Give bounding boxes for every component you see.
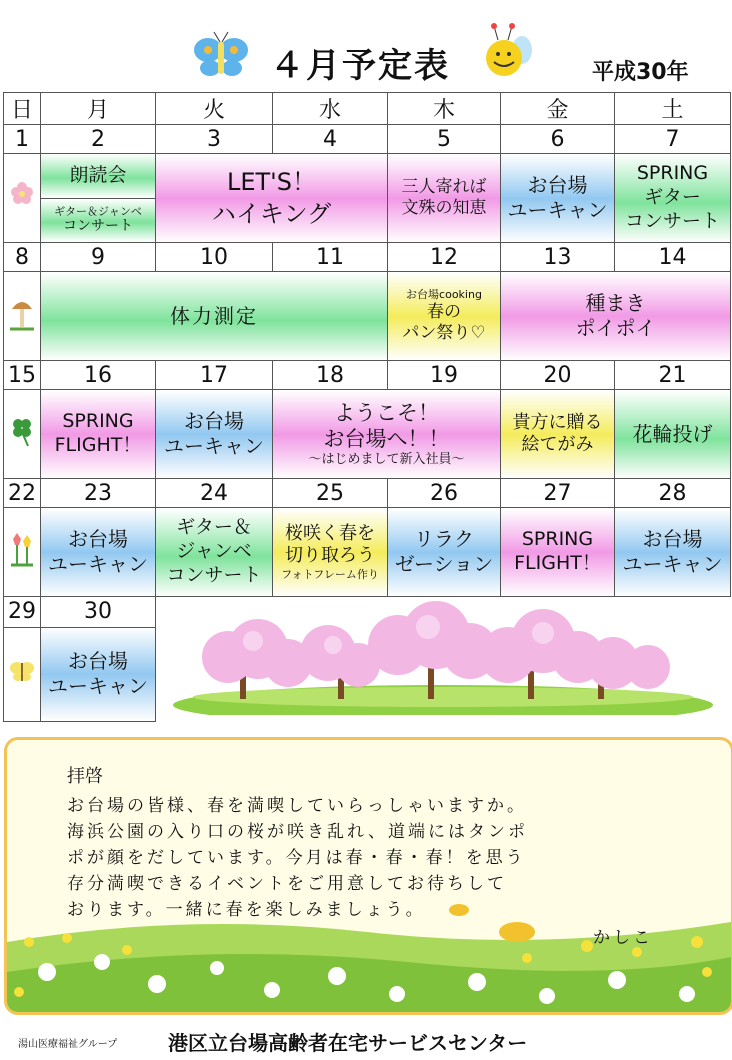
event-cell <box>41 627 156 721</box>
event-cell <box>388 508 501 597</box>
date-cell: 9 <box>41 243 156 272</box>
event-label: ユーキャン <box>48 674 148 699</box>
weekday-sun: 日 <box>4 93 41 125</box>
weekday-tue: 火 <box>156 93 273 125</box>
letter-line: ポが顔をだしています。今月は春・春・春！を思う <box>67 848 526 868</box>
event-fitness-test: 体力測定 <box>41 272 388 361</box>
date-cell: 22 <box>4 479 41 508</box>
date-cell: 18 <box>273 361 388 390</box>
date-cell: 3 <box>156 125 273 154</box>
letter-closing: かしこ <box>593 928 653 948</box>
letter-line: お台場の皆様、春を満喫していらっしゃいますか。 <box>67 796 527 816</box>
date-row <box>4 125 731 154</box>
letter-line: 存分満喫できるイベントをご用意してお待ちして <box>67 874 507 894</box>
date-row <box>4 361 731 390</box>
event-label: ジャンベ <box>176 540 252 563</box>
event-label: 切り取ろう <box>285 545 375 567</box>
event-label: FLIGHT！ <box>514 552 601 574</box>
weekday-header-row <box>4 93 731 125</box>
event-label: 春の <box>427 301 461 322</box>
event-label: コンサート <box>166 563 262 586</box>
event-label: ハイキング <box>211 200 332 228</box>
event-cell <box>501 154 615 243</box>
date-cell: 23 <box>41 479 156 508</box>
date-cell: 8 <box>4 243 41 272</box>
date-cell: 13 <box>501 243 615 272</box>
event-cell <box>615 508 731 597</box>
cherry-blossom-illustration <box>156 597 731 722</box>
event-label: コンサート <box>63 218 133 235</box>
event-guitar-concert <box>41 199 155 243</box>
letter-box <box>4 737 732 1015</box>
date-cell: 5 <box>388 125 501 154</box>
event-cell <box>156 390 273 479</box>
event-label: 種まき <box>585 291 646 315</box>
event-label: お台場 <box>68 649 128 674</box>
date-cell: 2 <box>41 125 156 154</box>
date-cell: 28 <box>615 479 731 508</box>
date-cell: 14 <box>615 243 731 272</box>
event-cell: 花輪投げ <box>615 390 731 479</box>
event-label: リラク <box>414 527 474 551</box>
event-row <box>4 508 731 597</box>
event-label: お台場cooking <box>406 287 482 301</box>
event-label: SPRING <box>62 410 134 433</box>
date-cell: 25 <box>273 479 388 508</box>
date-cell: 24 <box>156 479 273 508</box>
event-label: フォトフレーム作り <box>281 567 379 581</box>
event-label: ギター＆ <box>176 516 252 539</box>
event-row <box>4 272 731 361</box>
event-label: ユーキャン <box>507 198 608 222</box>
event-cell <box>615 154 731 243</box>
calendar-table <box>3 92 731 722</box>
event-cell <box>41 508 156 597</box>
event-label: FLIGHT！ <box>54 434 142 456</box>
letter-line: 海浜公園の入り口の桜が咲き乱れ、道端にはタンポ <box>67 822 529 842</box>
date-cell: 17 <box>156 361 273 390</box>
event-label: お台場へ！！ <box>323 426 450 451</box>
date-cell: 21 <box>615 361 731 390</box>
event-row <box>4 154 731 243</box>
event-label: 絵てがみ <box>521 434 594 455</box>
date-cell: 29 <box>4 597 41 628</box>
date-cell: 11 <box>273 243 388 272</box>
weekday-mon: 月 <box>41 93 156 125</box>
event-label: お台場 <box>527 173 588 197</box>
group-name: 湯山医療福祉グループ <box>18 1039 118 1050</box>
event-cell <box>388 272 501 361</box>
date-cell: 10 <box>156 243 273 272</box>
event-label: 文殊の知恵 <box>401 198 487 218</box>
year-label: 平成30年 <box>592 60 689 85</box>
event-cell <box>273 508 388 597</box>
flower-icon <box>4 154 41 243</box>
event-welcome <box>273 390 501 479</box>
date-cell: 1 <box>4 125 41 154</box>
event-label: ゼーション <box>394 552 494 576</box>
event-seed-sowing <box>501 272 731 361</box>
event-label: ～はじめまして新入社員～ <box>308 452 465 468</box>
event-row <box>4 390 731 479</box>
event-label: LET'S！ <box>226 167 317 196</box>
butterfly-icon <box>4 627 41 721</box>
event-cell <box>388 154 501 243</box>
event-label: 貴方に贈る <box>512 411 603 433</box>
event-label: ギター <box>644 186 701 209</box>
date-cell: 20 <box>501 361 615 390</box>
date-row <box>4 479 731 508</box>
tulip-icon <box>4 508 41 597</box>
page-title: ４月予定表 <box>270 46 450 86</box>
event-cell <box>156 508 273 597</box>
event-cell <box>41 390 156 479</box>
event-label: SPRING <box>636 162 709 185</box>
date-cell: 27 <box>501 479 615 508</box>
event-label: ギター＆ジャンベ <box>54 205 142 219</box>
date-cell: 12 <box>388 243 501 272</box>
event-label: ポイポイ <box>575 316 656 340</box>
date-cell: 19 <box>388 361 501 390</box>
header <box>0 0 732 92</box>
event-label: パン祭り♡ <box>402 322 486 343</box>
event-reading: 朗読会 <box>41 154 155 199</box>
letter-body <box>67 793 667 923</box>
date-cell: 7 <box>615 125 731 154</box>
event-label: お台場 <box>68 527 128 551</box>
event-label: SPRING <box>521 528 594 551</box>
weekday-sat: 土 <box>615 93 731 125</box>
date-cell: 6 <box>501 125 615 154</box>
letter-line: おります。一緒に春を楽しみましょう。 <box>67 900 426 920</box>
weekday-fri: 金 <box>501 93 615 125</box>
event-label: ユーキャン <box>48 552 148 576</box>
event-cell <box>501 508 615 597</box>
date-cell: 15 <box>4 361 41 390</box>
event-cell <box>501 390 615 479</box>
date-cell: 4 <box>273 125 388 154</box>
date-row <box>4 597 731 628</box>
date-cell: 30 <box>41 597 156 628</box>
event-label: ユーキャン <box>164 434 264 458</box>
event-hiking <box>156 154 388 243</box>
event-label: お台場 <box>642 527 703 551</box>
event-label: ようこそ！ <box>334 400 439 425</box>
butterfly-icon <box>190 30 252 80</box>
event-label: 桜咲く春を <box>285 522 375 544</box>
weekday-wed: 水 <box>273 93 388 125</box>
date-row <box>4 243 731 272</box>
event-label: ユーキャン <box>622 552 723 576</box>
event-label: 三人寄れば <box>401 176 487 197</box>
date-cell: 16 <box>41 361 156 390</box>
event-cell <box>41 154 156 243</box>
date-cell: 26 <box>388 479 501 508</box>
event-label: コンサート <box>624 209 720 232</box>
event-label: お台場 <box>184 409 244 433</box>
letter-greeting: 拝啓 <box>67 766 103 787</box>
weekday-thu: 木 <box>388 93 501 125</box>
mushroom-icon <box>4 272 41 361</box>
clover-icon <box>4 390 41 479</box>
bee-icon <box>480 22 534 80</box>
organization-name: 港区立台場高齢者在宅サービスセンター <box>168 1031 528 1055</box>
